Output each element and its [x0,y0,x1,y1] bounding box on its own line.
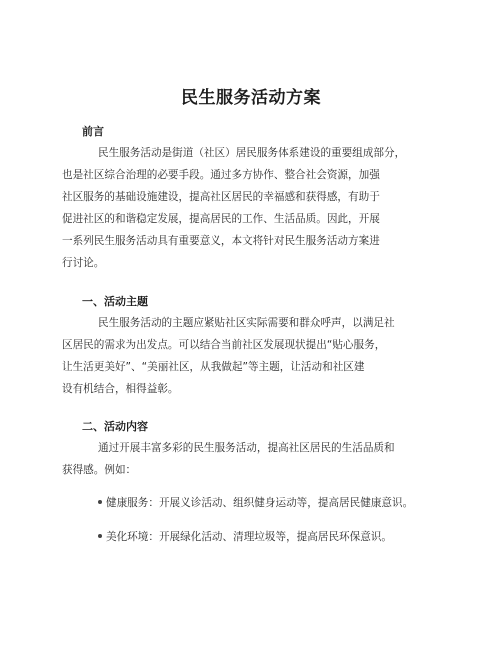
list-item-text: 健康服务：开展义诊活动、组织健身运动等，提高居民健康意识。 [106,497,414,509]
paragraph-line: 区居民的需求为出发点。可以结合当前社区发展现状提出“贴心服务， [62,339,386,351]
document-title: 民生服务活动方案 [181,88,321,108]
paragraph-line: 民生服务活动的主题应紧贴社区实际需要和群众呼声，以满足社 [98,317,395,329]
paragraph-line: 设有机结合，相得益彰。 [62,383,179,395]
paragraph-line: 让生活更美好”、“美丽社区，从我做起”等主题，让活动和社区建 [62,361,365,373]
paragraph-line: 民生服务活动是街道（社区）居民服务体系建设的重要组成部分， [98,147,406,159]
paragraph-line: 获得感。例如： [62,464,137,476]
paragraph-line: 社区服务的基础设施建设，提高社区居民的幸福感和获得感，有助于 [62,191,380,203]
paragraph-line: 行讨论。 [62,257,105,269]
paragraph-line: 通过开展丰富多彩的民生服务活动，提高社区居民的生活品质和 [98,442,395,454]
list-item-text: 美化环境：开展绿化活动、清理垃圾等，提高居民环保意识。 [106,531,393,543]
section-heading-content: 二、活动内容 [82,420,148,433]
bullet-icon [98,534,102,538]
paragraph-line: 促进社区的和谐稳定发展，提高居民的工作、生活品质。因此，开展 [62,213,380,225]
list-item [98,530,392,544]
paragraph-line: 也是社区综合治理的必要手段。通过多方协作、整合社会资源，加强 [62,169,380,181]
bullet-icon [98,500,102,504]
section-heading-preface: 前言 [82,125,104,138]
section-heading-theme: 一、活动主题 [82,295,148,308]
list-item [98,496,413,510]
paragraph-line: 一系列民生服务活动具有重要意义，本文将针对民生服务活动方案进 [62,235,380,247]
